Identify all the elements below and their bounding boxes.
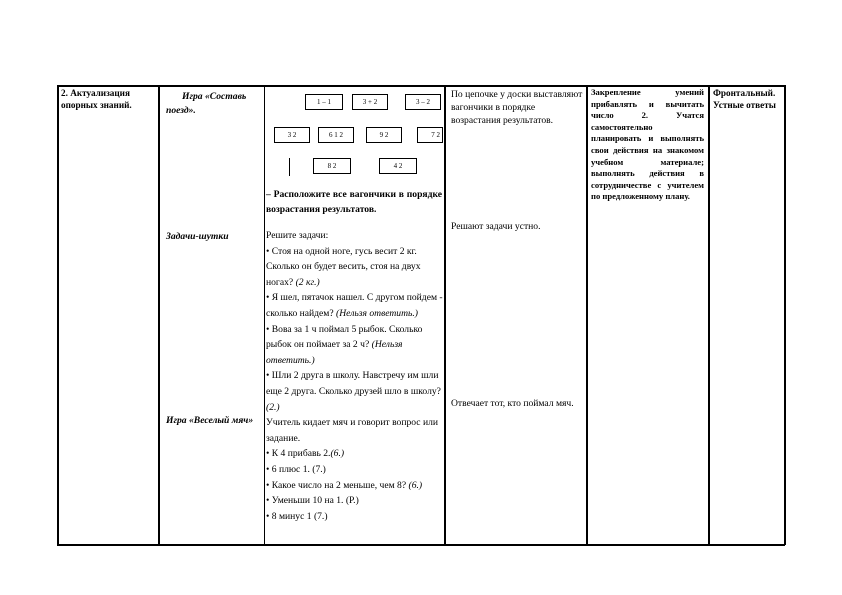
table-left-border (57, 85, 59, 545)
arrange-instruction: – Расположите все вагончики в порядке возрастания результатов. (266, 189, 442, 215)
train-wagon: 8 2 (313, 158, 351, 174)
train-wagon: 6 1 2 (318, 127, 354, 143)
train-wagon: 3 – 2 (405, 94, 441, 110)
table-right-border (784, 85, 786, 545)
col-divider-3 (444, 85, 446, 545)
col-divider-5 (708, 85, 710, 545)
student-activity-1: По цепочке у доски выставляют вагончики в порядке возрастания результатов. (451, 89, 583, 126)
student-activity-3: Отвечает тот, кто поймал мяч. (451, 398, 574, 409)
col-divider-4 (586, 85, 588, 545)
ball-question-1: • К 4 прибавь 2.(6.) (266, 448, 345, 460)
table-bottom-border (57, 544, 785, 546)
train-wagon: 3 2 (274, 127, 310, 143)
learning-results: Закрепление умений прибавлять и вычитать число 2. Учатся самостоятельно планировать и выполнять свои действия на знакомом учебном материале; выполнять действия в сотрудничестве с учителем по предложенному плану. (591, 87, 704, 202)
train-wagon: 1 – 1 (305, 94, 343, 110)
ball-question-2: • 6 плюс 1. (7.) (266, 463, 326, 475)
solve-intro: Решите задачи: (266, 230, 329, 241)
ball-question-5: • 8 минус 1 (7.) (266, 510, 328, 522)
task-3: • Вова за 1 ч поймал 5 рыбок. Сколько рыбок он поймает за 2 ч? (Нельзя ответить.) (266, 323, 423, 366)
train-wagon: 4 2 (379, 158, 417, 174)
train-wagon: 9 2 (366, 127, 402, 143)
ball-intro: Учитель кидает мяч и говорит вопрос или задание. (266, 417, 439, 444)
ball-question-4: • Уменьши 10 на 1. (Р.) (266, 495, 359, 507)
game-ball-label: Игра «Веселый мяч» (166, 415, 254, 426)
col-divider-2 (264, 85, 265, 545)
wagon-edge (289, 158, 290, 176)
stage-title: 2. Актуализация опорных знаний. (61, 88, 132, 110)
task-4: • Шли 2 друга в школу. Навстречу им шли еще 2 друга. Сколько друзей шло в школу? (2.) (266, 370, 441, 413)
work-forms: Фронтальный. Устные ответы (713, 88, 776, 110)
train-wagon: 3 + 2 (352, 94, 388, 110)
teacher-tasks (266, 228, 444, 524)
joke-tasks-label: Задачи-шутки (166, 231, 229, 242)
task-1: • Стоя на одной ноге, гусь весит 2 кг. Сколько он будет весить, стоя на двух ногах? (2 кг.) (266, 245, 421, 288)
game-train-label: Игра «Составь поезд». (166, 91, 247, 116)
ball-question-3: • Какое число на 2 меньше, чем 8? (6.) (266, 479, 423, 491)
train-wagon: 7 2 (417, 127, 443, 143)
student-activity-2: Решают задачи устно. (451, 221, 541, 232)
col-divider-1 (158, 85, 160, 545)
task-2: • Я шел, пятачок нашел. С другом пойдем - сколько найдем? (Нельзя ответить.) (266, 292, 443, 319)
